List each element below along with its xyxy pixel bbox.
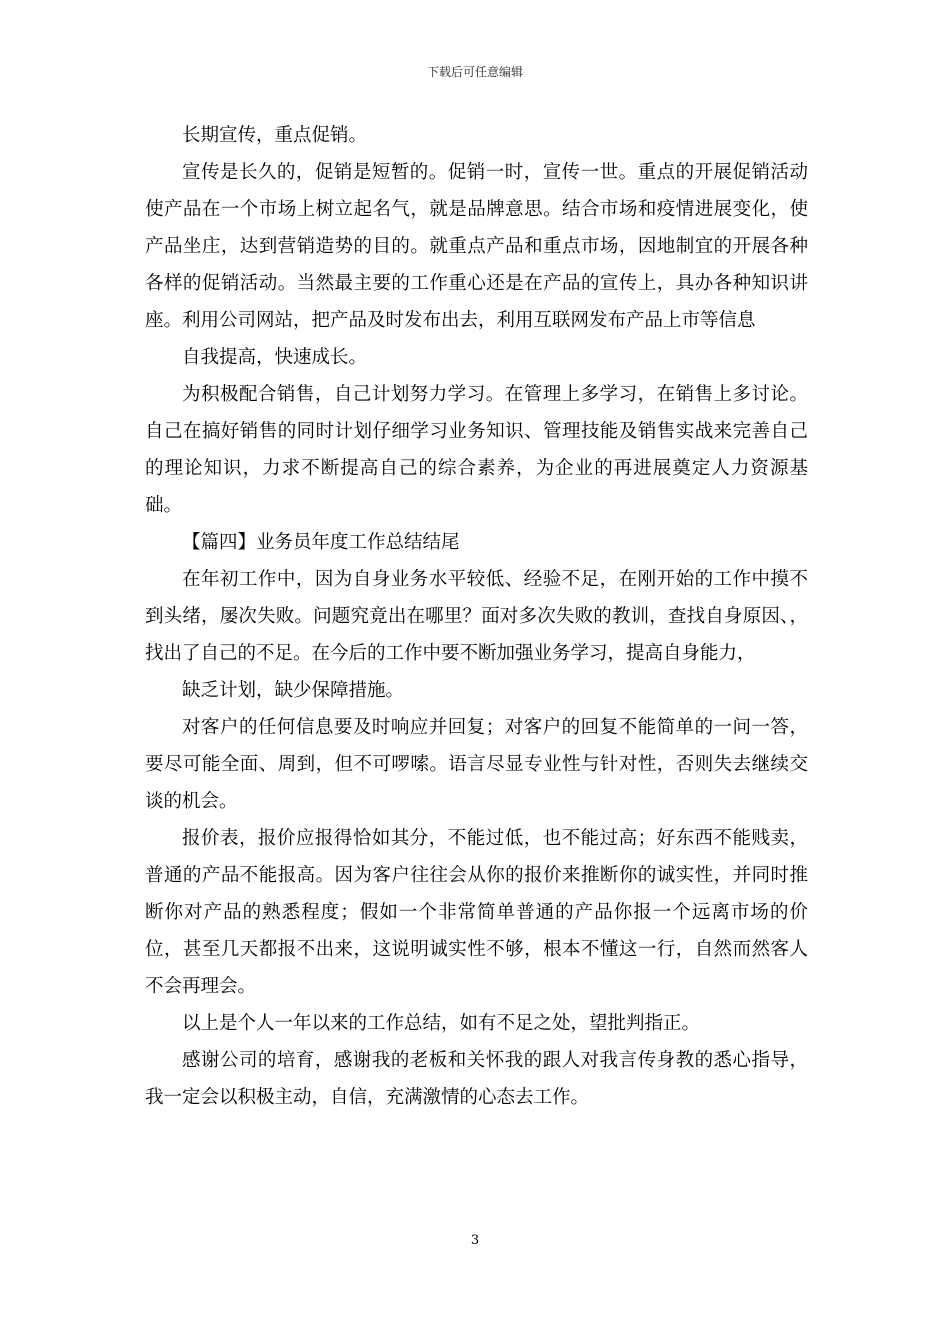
paragraph: 自我提高，快速成长。 xyxy=(182,347,368,368)
section-heading: 【篇四】业务员年度工作总结结尾 xyxy=(182,532,460,553)
paragraph: 对客户的任何信息要及时响应并回复；对客户的回复不能简单的一问一答，要尽可能全面、周到，但不可啰嗦。语言尽显专业性与针对性，否则失去继续交谈的机会。 xyxy=(145,717,808,812)
paragraph: 缺乏计划，缺少保障措施。 xyxy=(182,680,405,701)
paragraph: 宣传是长久的，促销是短暂的。促销一时，宣传一世。重点的开展促销活动使产品在一个市场上树立起名气，就是品牌意思。结合市场和疫情进展变化，使产品坐庄，达到营销造势的目的。就重点产品和重点市场，因地制宜的开展各种各样的促销活动。当然最主要的工作重心还是在产品的宣传上，具办各种知识讲座。利用公司网站，把产品及时发布出去，利用互联网发布产品上市等信息 xyxy=(145,162,808,331)
page-header: 下载后可任意编辑 xyxy=(426,65,523,79)
paragraph: 报价表，报价应报得恰如其分，不能过低，也不能过高；好东西不能贱卖，普通的产品不能报高。因为客户往往会从你的报价来推断你的诚实性，并同时推断你对产品的熟悉程度；假如一个非常简单普通的产品你报一个远离市场的价位，甚至几天都报不出来，这说明诚实性不够，根本不懂这一行，自然而然客人不会再理会。 xyxy=(145,828,808,997)
paragraph: 为积极配合销售，自己计划努力学习。在管理上多学习，在销售上多讨论。自己在搞好销售的同时计划仔细学习业务知识、管理技能及销售实战来完善自己的理论知识，力求不断提高自己的综合素养，为企业的再进展奠定人力资源基础。 xyxy=(145,384,808,516)
paragraph: 在年初工作中，因为自身业务水平较低、经验不足，在刚开始的工作中摸不到头绪，屡次失败。问题究竟出在哪里？面对多次失败的教训，查找自身原因、，找出了自己的不足。在今后的工作中要不断加强业务学习，提高自身能力， xyxy=(145,569,808,664)
document-body xyxy=(145,117,808,1116)
paragraph: 以上是个人一年以来的工作总结，如有不足之处，望批判指正。 xyxy=(182,1013,701,1034)
paragraph: 感谢公司的培育，感谢我的老板和关怀我的跟人对我言传身教的悉心指导，我一定会以积极主动，自信，充满激情的心态去工作。 xyxy=(145,1050,808,1108)
page-number: 3 xyxy=(470,1233,480,1248)
paragraph: 长期宣传，重点促销。 xyxy=(182,125,368,146)
